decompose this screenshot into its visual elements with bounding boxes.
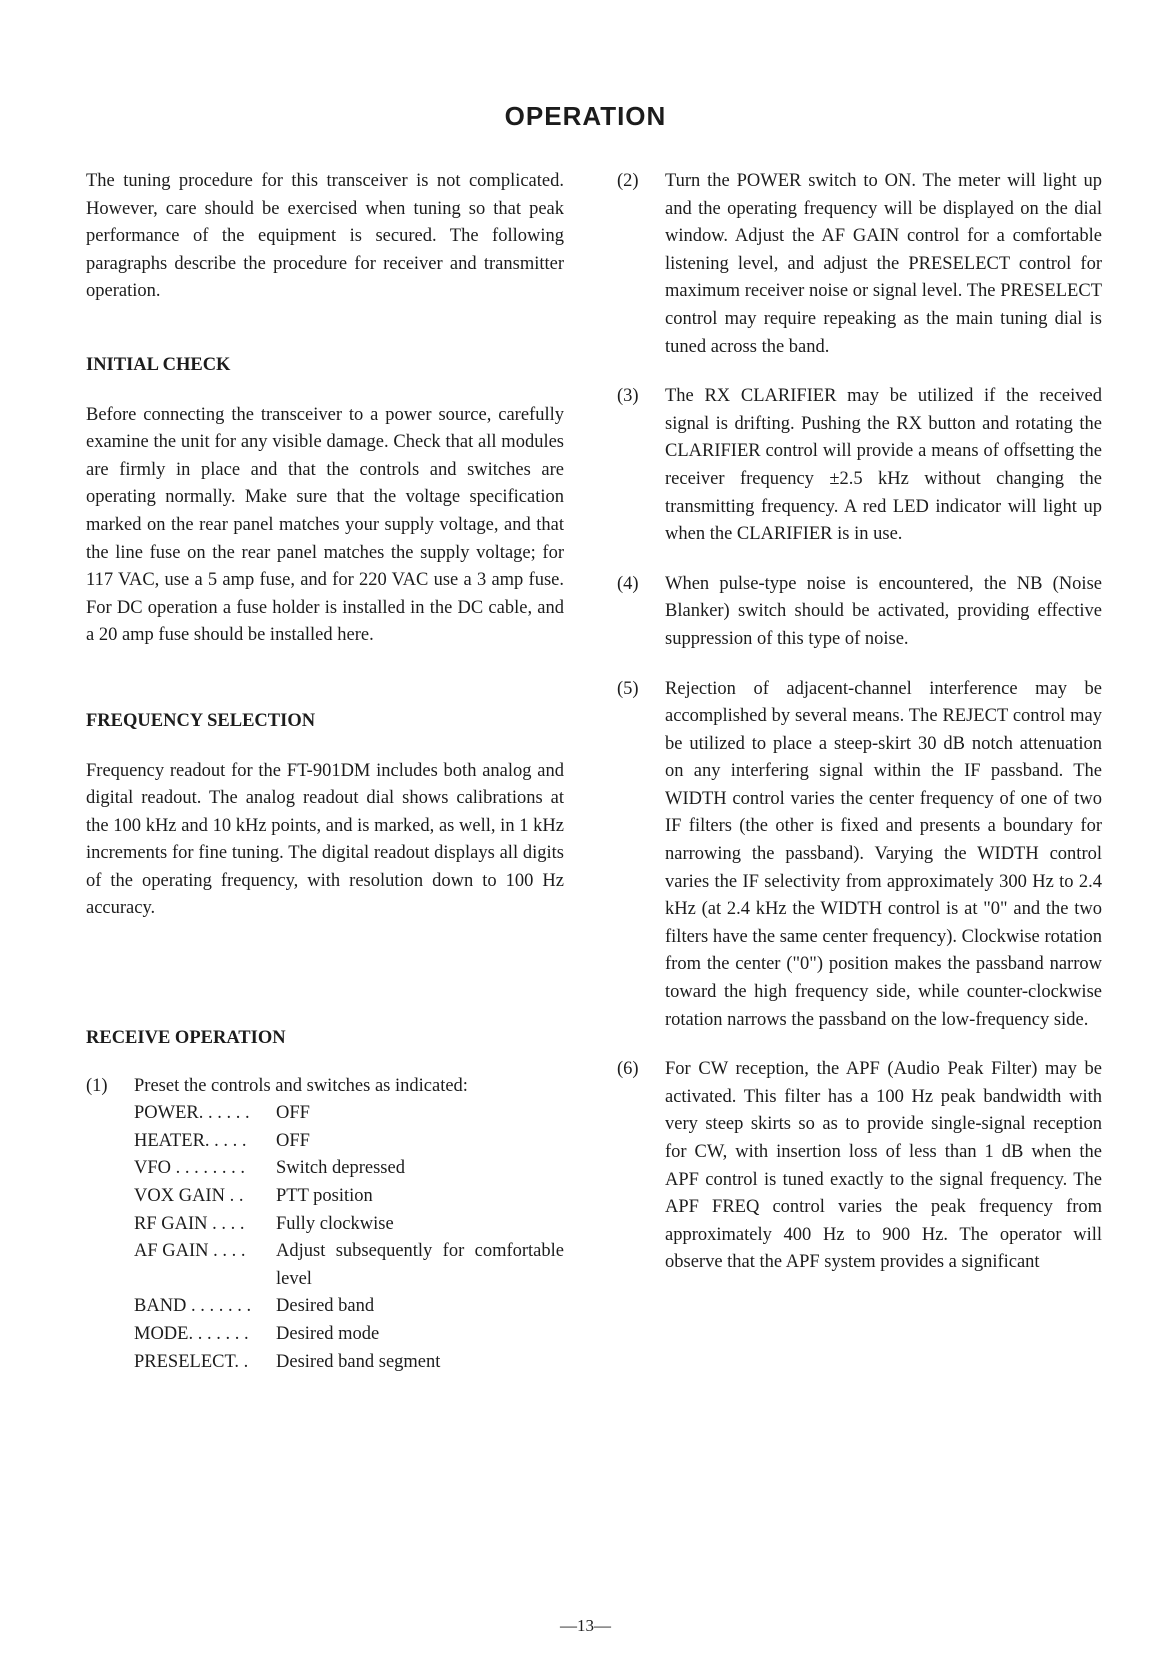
step-text: Preset the controls and switches as indicated: <box>134 1075 468 1096</box>
step-text: For CW reception, the APF (Audio Peak Filter) may be activated. This filter has a 100 Hz peak bandwidth with very steep skirts so as to provide single-signal reception for CW, with insertion loss of less than 1 dB when the APF control is tuned exactly to the signal frequency. The APF FREQ control varies the peak frequency from approximately 400 Hz to 900 Hz. The operator will observe that the APF system provides a significant <box>665 1059 1102 1273</box>
initial-check-heading: INITIAL CHECK <box>86 354 231 375</box>
right-column <box>617 168 1102 1277</box>
receive-step-1 <box>86 1073 564 1377</box>
step-number: (5) <box>617 678 639 699</box>
control-setting: Adjust subsequently for comfortable level <box>276 1241 564 1289</box>
control-preset-row <box>134 1321 564 1349</box>
receive-step-6 <box>617 1056 1102 1277</box>
step-text: Turn the POWER switch to ON. The meter will light up and the operating frequency will be displayed on the dial window. Adjust the AF GAIN control for a comfortable listening level, and adjust the PRESELECT control for maximum receiver noise or signal level. The PRESELECT control may require repeaking as the main tuning dial is tuned across the band. <box>665 171 1102 357</box>
left-column <box>86 168 564 1376</box>
frequency-selection-heading: FREQUENCY SELECTION <box>86 710 316 731</box>
receive-operation-heading: RECEIVE OPERATION <box>86 1028 286 1049</box>
receive-step-5 <box>617 676 1102 1035</box>
control-preset-row <box>134 1211 564 1239</box>
step-number: (6) <box>617 1059 639 1080</box>
step-text: When pulse-type noise is encountered, the NB (Noise Blanker) switch should be activated, providing effective suppression of this type of noise. <box>665 573 1102 649</box>
step-text: Rejection of adjacent-channel interference may be accomplished by several means. The REJECT control may be utilized to place a steep-skirt 30 dB notch attenuation on any interfering signal within the IF passband. The WIDTH control varies the center frequency of one of two IF filters (the other is fixed and presents a boundary for narrowing the passband). Varying the WIDTH control varies the IF selectivity from approximately 300 Hz to 2.4 kHz (at 2.4 kHz the WIDTH control is at "0" and the two filters have the same center frequency). Clockwise rotation from the center ("0") position makes the passband narrow toward the high frequency side, while counter-clockwise rotation narrows the passband on the low-frequency side. <box>665 678 1102 1030</box>
control-name: PRESELECT. . <box>134 1351 249 1372</box>
receive-step-4 <box>617 571 1102 654</box>
intro-paragraph: The tuning procedure for this transceiver is not complicated. However, care should be exercised when tuning so that peak performance of the equipment is secured. The following paragraphs describe the procedure for receiver and transmitter operation. <box>86 171 564 302</box>
control-preset-row <box>134 1155 564 1183</box>
control-setting: Fully clockwise <box>276 1213 394 1234</box>
control-setting: Desired band segment <box>276 1351 441 1372</box>
control-name: MODE. . . . . . . <box>134 1324 249 1344</box>
step-text: The RX CLARIFIER may be utilized if the received signal is drifting. Pushing the RX button and rotating the CLARIFIER control will provide a means of offsetting the receiver frequency ±2.5 kHz without changing the transmitting frequency. A red LED indicator will light up when the CLARIFIER is in use. <box>665 386 1102 545</box>
step-number: (2) <box>617 171 639 191</box>
step-number: (1) <box>86 1075 108 1096</box>
frequency-selection-paragraph: Frequency readout for the FT-901DM includes both analog and digital readout. The analog readout dial shows calibrations at the 100 kHz and 10 kHz points, and is marked, as well, in 1 kHz increments for fine tuning. The digital readout displays all digits of the operating frequency, with resolution down to 100 Hz accuracy. <box>86 760 564 919</box>
control-setting: Desired band <box>276 1296 375 1317</box>
page-number: —13— <box>560 1616 611 1635</box>
control-name: VOX GAIN . . <box>134 1186 244 1207</box>
control-preset-row <box>134 1293 564 1321</box>
control-preset-row <box>134 1349 564 1377</box>
step-number: (3) <box>617 386 639 407</box>
control-name: VFO . . . . . . . . <box>134 1158 246 1179</box>
control-preset-row <box>134 1183 564 1211</box>
control-preset-row <box>134 1238 564 1293</box>
control-setting: OFF <box>276 1103 310 1124</box>
initial-check-paragraph: Before connecting the transceiver to a power source, carefully examine the unit for any visible damage. Check that all modules are firmly in place and that the controls and switches are operating normally. Make sure that the voltage specification marked on the rear panel matches your supply voltage, and that the line fuse on the rear panel matches the supply voltage; for 117 VAC, use a 5 amp fuse, and for 220 VAC use a 3 amp fuse. For DC operation a fuse holder is installed in the DC cable, and a 20 amp fuse should be installed here. <box>86 404 564 646</box>
control-name: HEATER. . . . . <box>134 1130 247 1151</box>
control-name: RF GAIN . . . . <box>134 1213 245 1234</box>
control-setting: Switch depressed <box>276 1158 405 1179</box>
receive-step-3 <box>617 383 1102 549</box>
control-preset-row <box>134 1100 564 1128</box>
control-setting: PTT position <box>276 1186 373 1207</box>
step-number: (4) <box>617 573 639 594</box>
control-preset-row <box>134 1128 564 1156</box>
control-setting: Desired mode <box>276 1324 380 1344</box>
page-title: OPERATION <box>504 101 667 131</box>
control-preset-list <box>134 1100 564 1376</box>
control-setting: OFF <box>276 1130 310 1151</box>
control-name: BAND . . . . . . . <box>134 1296 252 1317</box>
control-name: AF GAIN . . . . <box>134 1241 246 1262</box>
control-name: POWER. . . . . . <box>134 1103 250 1124</box>
receive-step-2 <box>617 168 1102 361</box>
